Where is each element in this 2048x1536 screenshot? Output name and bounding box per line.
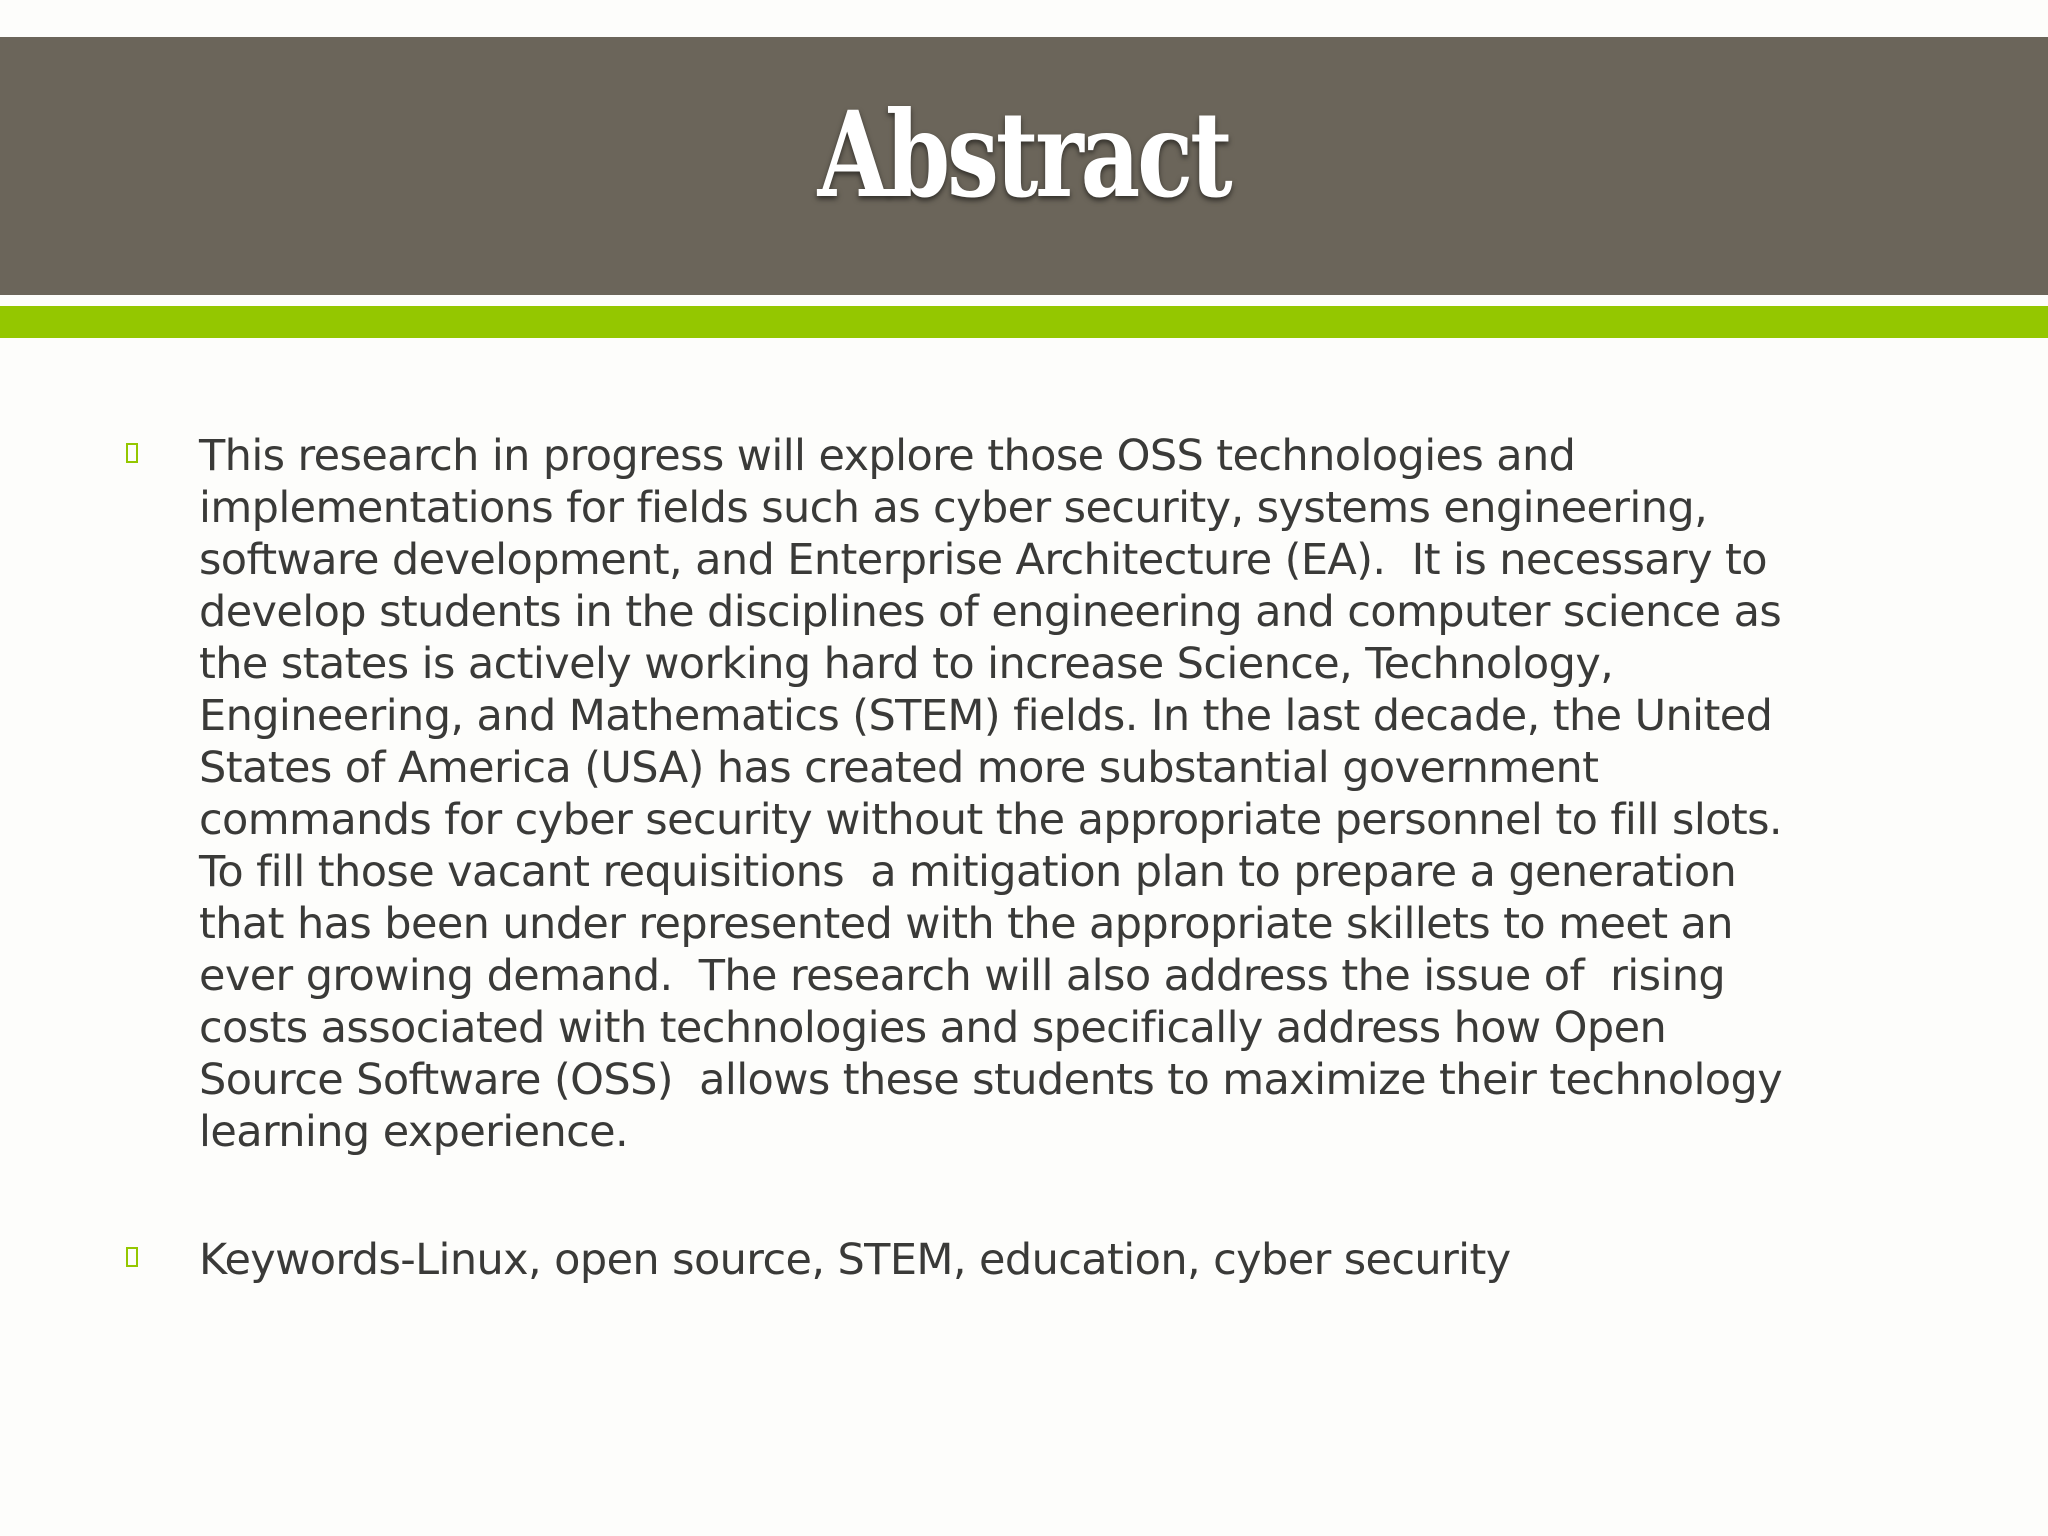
text-line: To fill those vacant requisitions a mitigation plan to prepare a generation bbox=[199, 847, 1737, 897]
text-line: the states is actively working hard to increase Science, Technology, bbox=[199, 639, 1614, 689]
square-bullet-icon bbox=[126, 1247, 138, 1267]
text-line: learning experience. bbox=[199, 1107, 629, 1157]
text-line: commands for cyber security without the appropriate personnel to fill slots. bbox=[199, 795, 1783, 845]
text-line: that has been under represented with the appropriate skillets to meet an bbox=[199, 899, 1733, 949]
abstract-text bbox=[199, 430, 1919, 1158]
keywords-text bbox=[199, 1234, 1919, 1286]
square-bullet-icon bbox=[126, 443, 138, 463]
text-line: costs associated with technologies and specifically address how Open bbox=[199, 1003, 1667, 1053]
text-line: Keywords-Linux, open source, STEM, education, cyber security bbox=[199, 1235, 1511, 1285]
text-line: Engineering, and Mathematics (STEM) fields. In the last decade, the United bbox=[199, 691, 1773, 741]
text-line: ever growing demand. The research will also address the issue of rising bbox=[199, 951, 1726, 1001]
text-line: software development, and Enterprise Architecture (EA). It is necessary to bbox=[199, 535, 1767, 585]
slide-title: Abstract bbox=[817, 85, 1230, 224]
text-line: develop students in the disciplines of engineering and computer science as bbox=[199, 587, 1782, 637]
accent-bar bbox=[0, 306, 2048, 338]
text-line: implementations for fields such as cyber security, systems engineering, bbox=[199, 483, 1708, 533]
text-line: States of America (USA) has created more substantial government bbox=[199, 743, 1599, 793]
text-line: Source Software (OSS) allows these students to maximize their technology bbox=[199, 1055, 1783, 1105]
text-line: This research in progress will explore those OSS technologies and bbox=[199, 431, 1576, 481]
